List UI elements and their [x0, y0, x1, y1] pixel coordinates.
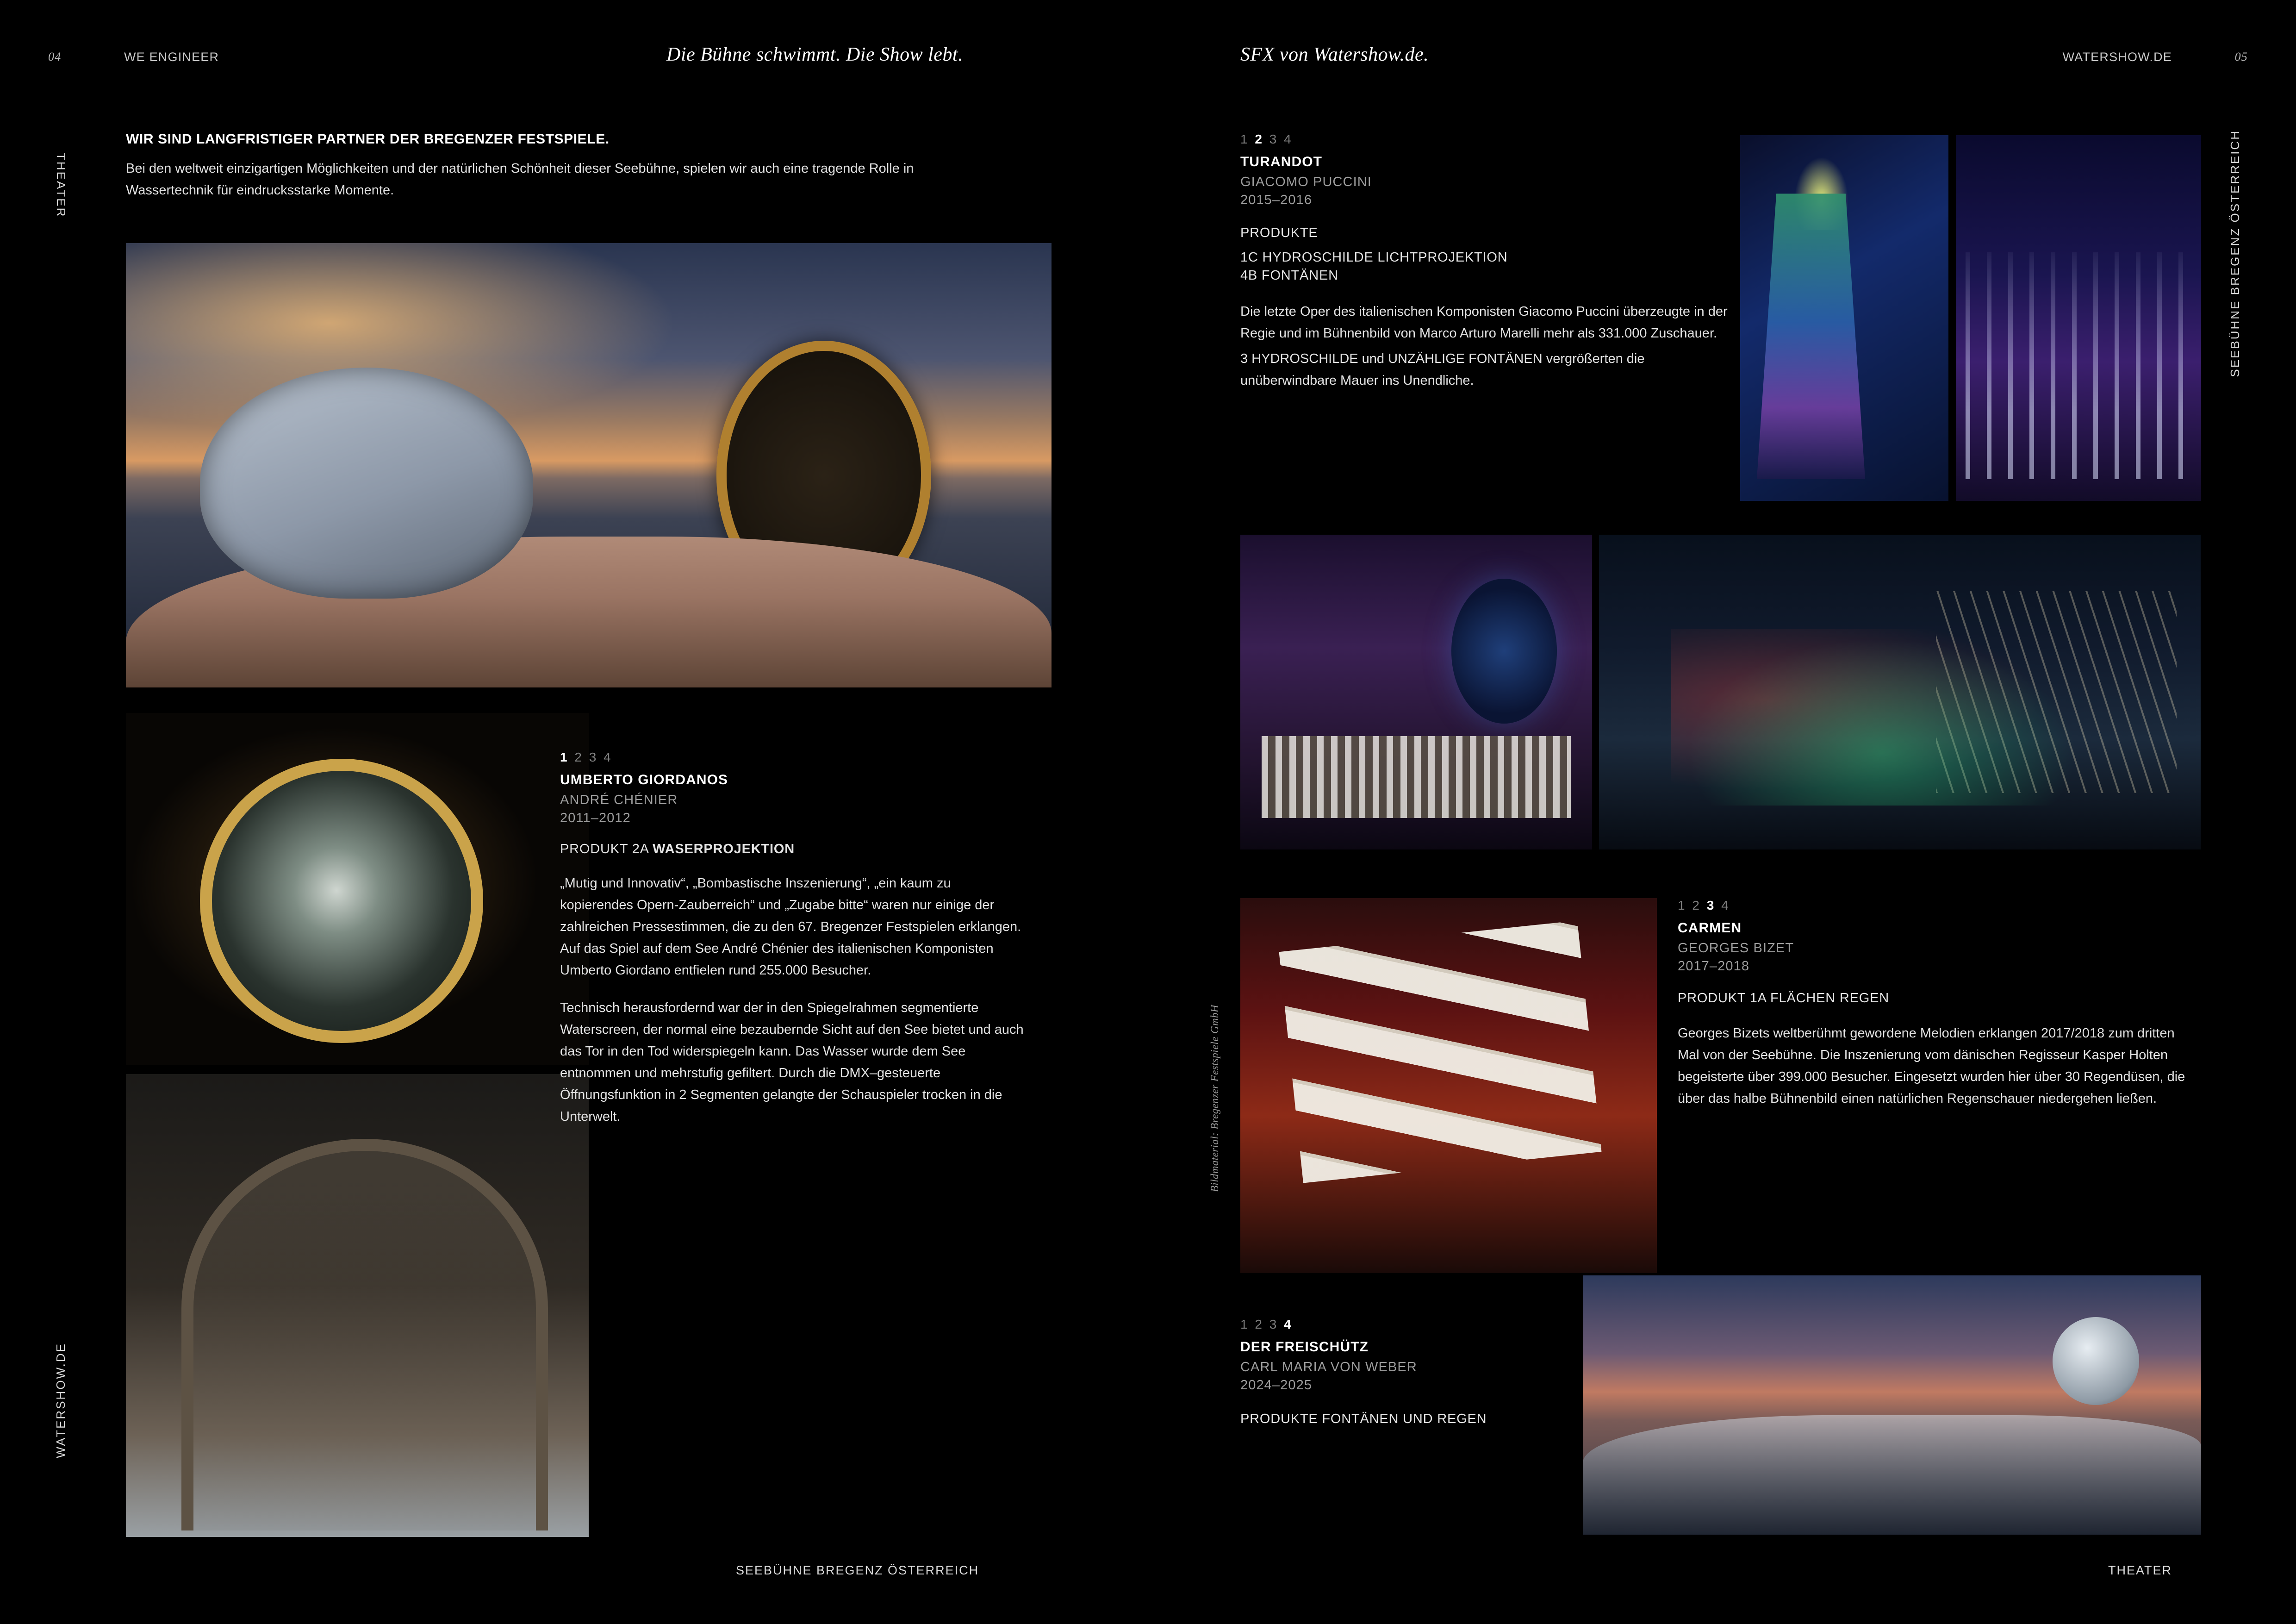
project-card-turandot [1240, 132, 1749, 392]
project-stepper [1240, 132, 1749, 147]
intro-paragraph: Bei den weltweit einzigartigen Möglichkeiten und der natürlichen Schönheit dieser Seebühne, spielen wir auch eine tragende Rolle in Wassertechnik für eindrucksstarke Momente. [126, 161, 914, 198]
step-1[interactable]: 1 [560, 750, 569, 764]
step-1[interactable]: 1 [1240, 1317, 1250, 1331]
photo-andre-chenier-stage [126, 243, 1052, 687]
step-4[interactable]: 4 [1284, 1317, 1293, 1331]
project-composer: GIACOMO PUCCINI [1240, 175, 1372, 189]
product-item-2: 4B FONTÄNEN [1240, 268, 1338, 283]
photo-mirror-waterscreen [126, 713, 589, 1065]
side-label-seebuehne: SEEBÜHNE BREGENZ ÖSTERREICH [2228, 130, 2242, 377]
step-3[interactable]: 3 [589, 750, 598, 764]
step-2[interactable]: 2 [1255, 132, 1264, 146]
project-stepper [1678, 898, 2201, 913]
step-1[interactable]: 1 [1678, 898, 1687, 912]
photo-carmen-cards [1240, 898, 1657, 1273]
project-title: CARMEN [1678, 920, 1742, 936]
product-strong: WASERPROJEKTION [653, 842, 795, 856]
project-composer: CARL MARIA VON WEBER [1240, 1360, 1417, 1374]
photo-stage-scaffolding [126, 1074, 589, 1537]
project-paragraph-2: Technisch herausfordernd war der in den Spiegelrahmen segmentierte Waterscreen, der normal eine bezaubernde Sicht auf den See bietet und auch das Tor in den Tod widerspiegeln kann. Das Wasser wurde dem See entnommen und mehrstufig gefiltert. Durch die DMX–gesteuerte Öffnungsfunktion in 2 Segmenten gelangte der Schauspieler trocken in die Unterwelt. [560, 1000, 1024, 1124]
photo-turandot-fountains [1956, 135, 2201, 501]
step-4[interactable]: 4 [1284, 132, 1293, 146]
step-3[interactable]: 3 [1269, 132, 1279, 146]
project-title: UMBERTO GIORDANOS [560, 772, 728, 787]
step-4[interactable]: 4 [604, 750, 613, 764]
project-composer: GEORGES BIZET [1678, 941, 1794, 956]
product-prefix: PRODUKT 2A [560, 842, 653, 856]
folio-right: 05 [2234, 50, 2248, 63]
project-product: PRODUKTE FONTÄNEN UND REGEN [1240, 1412, 1487, 1426]
project-paragraph-2: 3 HYDROSCHILDE und UNZÄHLIGE FONTÄNEN vergrößerten die unüberwindbare Mauer ins Unendliche. [1240, 351, 1645, 388]
step-2[interactable]: 2 [574, 750, 584, 764]
project-paragraph-1: Georges Bizets weltberühmt gewordene Melodien erklangen 2017/2018 zum dritten Mal von der Seebühne. Die Inszenierung vom dänischen Regisseur Kasper Holten begeisterte über 399.000 Besucher. Eingesetzt wurden hier über 30 Regendüsen, die über das halbe Bühnenbild einen natürlichen Regenschauer niedergehen ließen. [1678, 1026, 2185, 1106]
runhead-left: WE ENGINEER [124, 50, 219, 64]
side-label-theater: THEATER [54, 153, 68, 218]
step-2[interactable]: 2 [1692, 898, 1701, 912]
photo-turandot-aerial [1599, 535, 2201, 849]
project-years: 2017–2018 [1678, 959, 1750, 974]
project-paragraph-1: „Mutig und Innovativ“, „Bombastische Inszenierung“, „ein kaum zu kopierendes Opern-Zauberreich“ und „Zugabe bitte“ waren nur einige der zahlreichen Pressestimmen, die zu den 67. Bregenzer Festspielen erklangen. Auf das Spiel auf dem See André Chénier des italienischen Komponisten Umberto Giordano entfielen rund 255.000 Besucher. [560, 876, 1021, 978]
step-2[interactable]: 2 [1255, 1317, 1264, 1331]
step-4[interactable]: 4 [1721, 898, 1730, 912]
photo-turandot-chorus [1240, 535, 1592, 849]
image-credit: Bildmaterial: Bregenzer Festspiele GmbH [1209, 1005, 1220, 1193]
intro-heading: WIR SIND LANGFRISTIGER PARTNER DER BREGENZER FESTSPIELE. [126, 131, 610, 147]
runhead-right: WATERSHOW.DE [2062, 50, 2172, 64]
headline-left: Die Bühne schwimmt. Die Show lebt. [666, 44, 964, 65]
folio-left: 04 [48, 50, 62, 63]
project-card-andre-chenier [560, 750, 1051, 1128]
product-item-1: 1C HYDROSCHILDE LICHTPROJEKTION [1240, 250, 1508, 265]
intro-block [126, 129, 1042, 201]
project-product [560, 842, 1051, 857]
project-years: 2015–2016 [1240, 193, 1313, 207]
project-years: 2024–2025 [1240, 1378, 1313, 1393]
project-product: PRODUKT 1A FLÄCHEN REGEN [1678, 991, 1889, 1006]
footer-left: SEEBÜHNE BREGENZ ÖSTERREICH [736, 1563, 979, 1577]
project-title: DER FREISCHÜTZ [1240, 1339, 1369, 1355]
project-years: 2011–2012 [560, 811, 631, 825]
products-label: PRODUKTE [1240, 225, 1318, 240]
step-1[interactable]: 1 [1240, 132, 1250, 146]
headline-right: SFX von Watershow.de. [1240, 44, 1429, 65]
project-title: TURANDOT [1240, 154, 1323, 169]
step-3[interactable]: 3 [1269, 1317, 1279, 1331]
project-card-carmen [1678, 898, 2201, 1110]
project-paragraph-1: Die letzte Oper des italienischen Komponisten Giacomo Puccini überzeugte in der Regie und im Bühnenbild von Marco Arturo Marelli mehr als 331.000 Zuschauer. [1240, 304, 1728, 341]
step-3[interactable]: 3 [1706, 898, 1716, 912]
photo-turandot-tower [1740, 135, 1948, 501]
footer-right: THEATER [2108, 1563, 2172, 1577]
photo-freischuetz-dusk [1583, 1275, 2201, 1535]
side-label-watershow: WATERSHOW.DE [54, 1343, 68, 1458]
project-stepper [560, 750, 1051, 765]
project-composer: ANDRÉ CHÉNIER [560, 793, 678, 807]
